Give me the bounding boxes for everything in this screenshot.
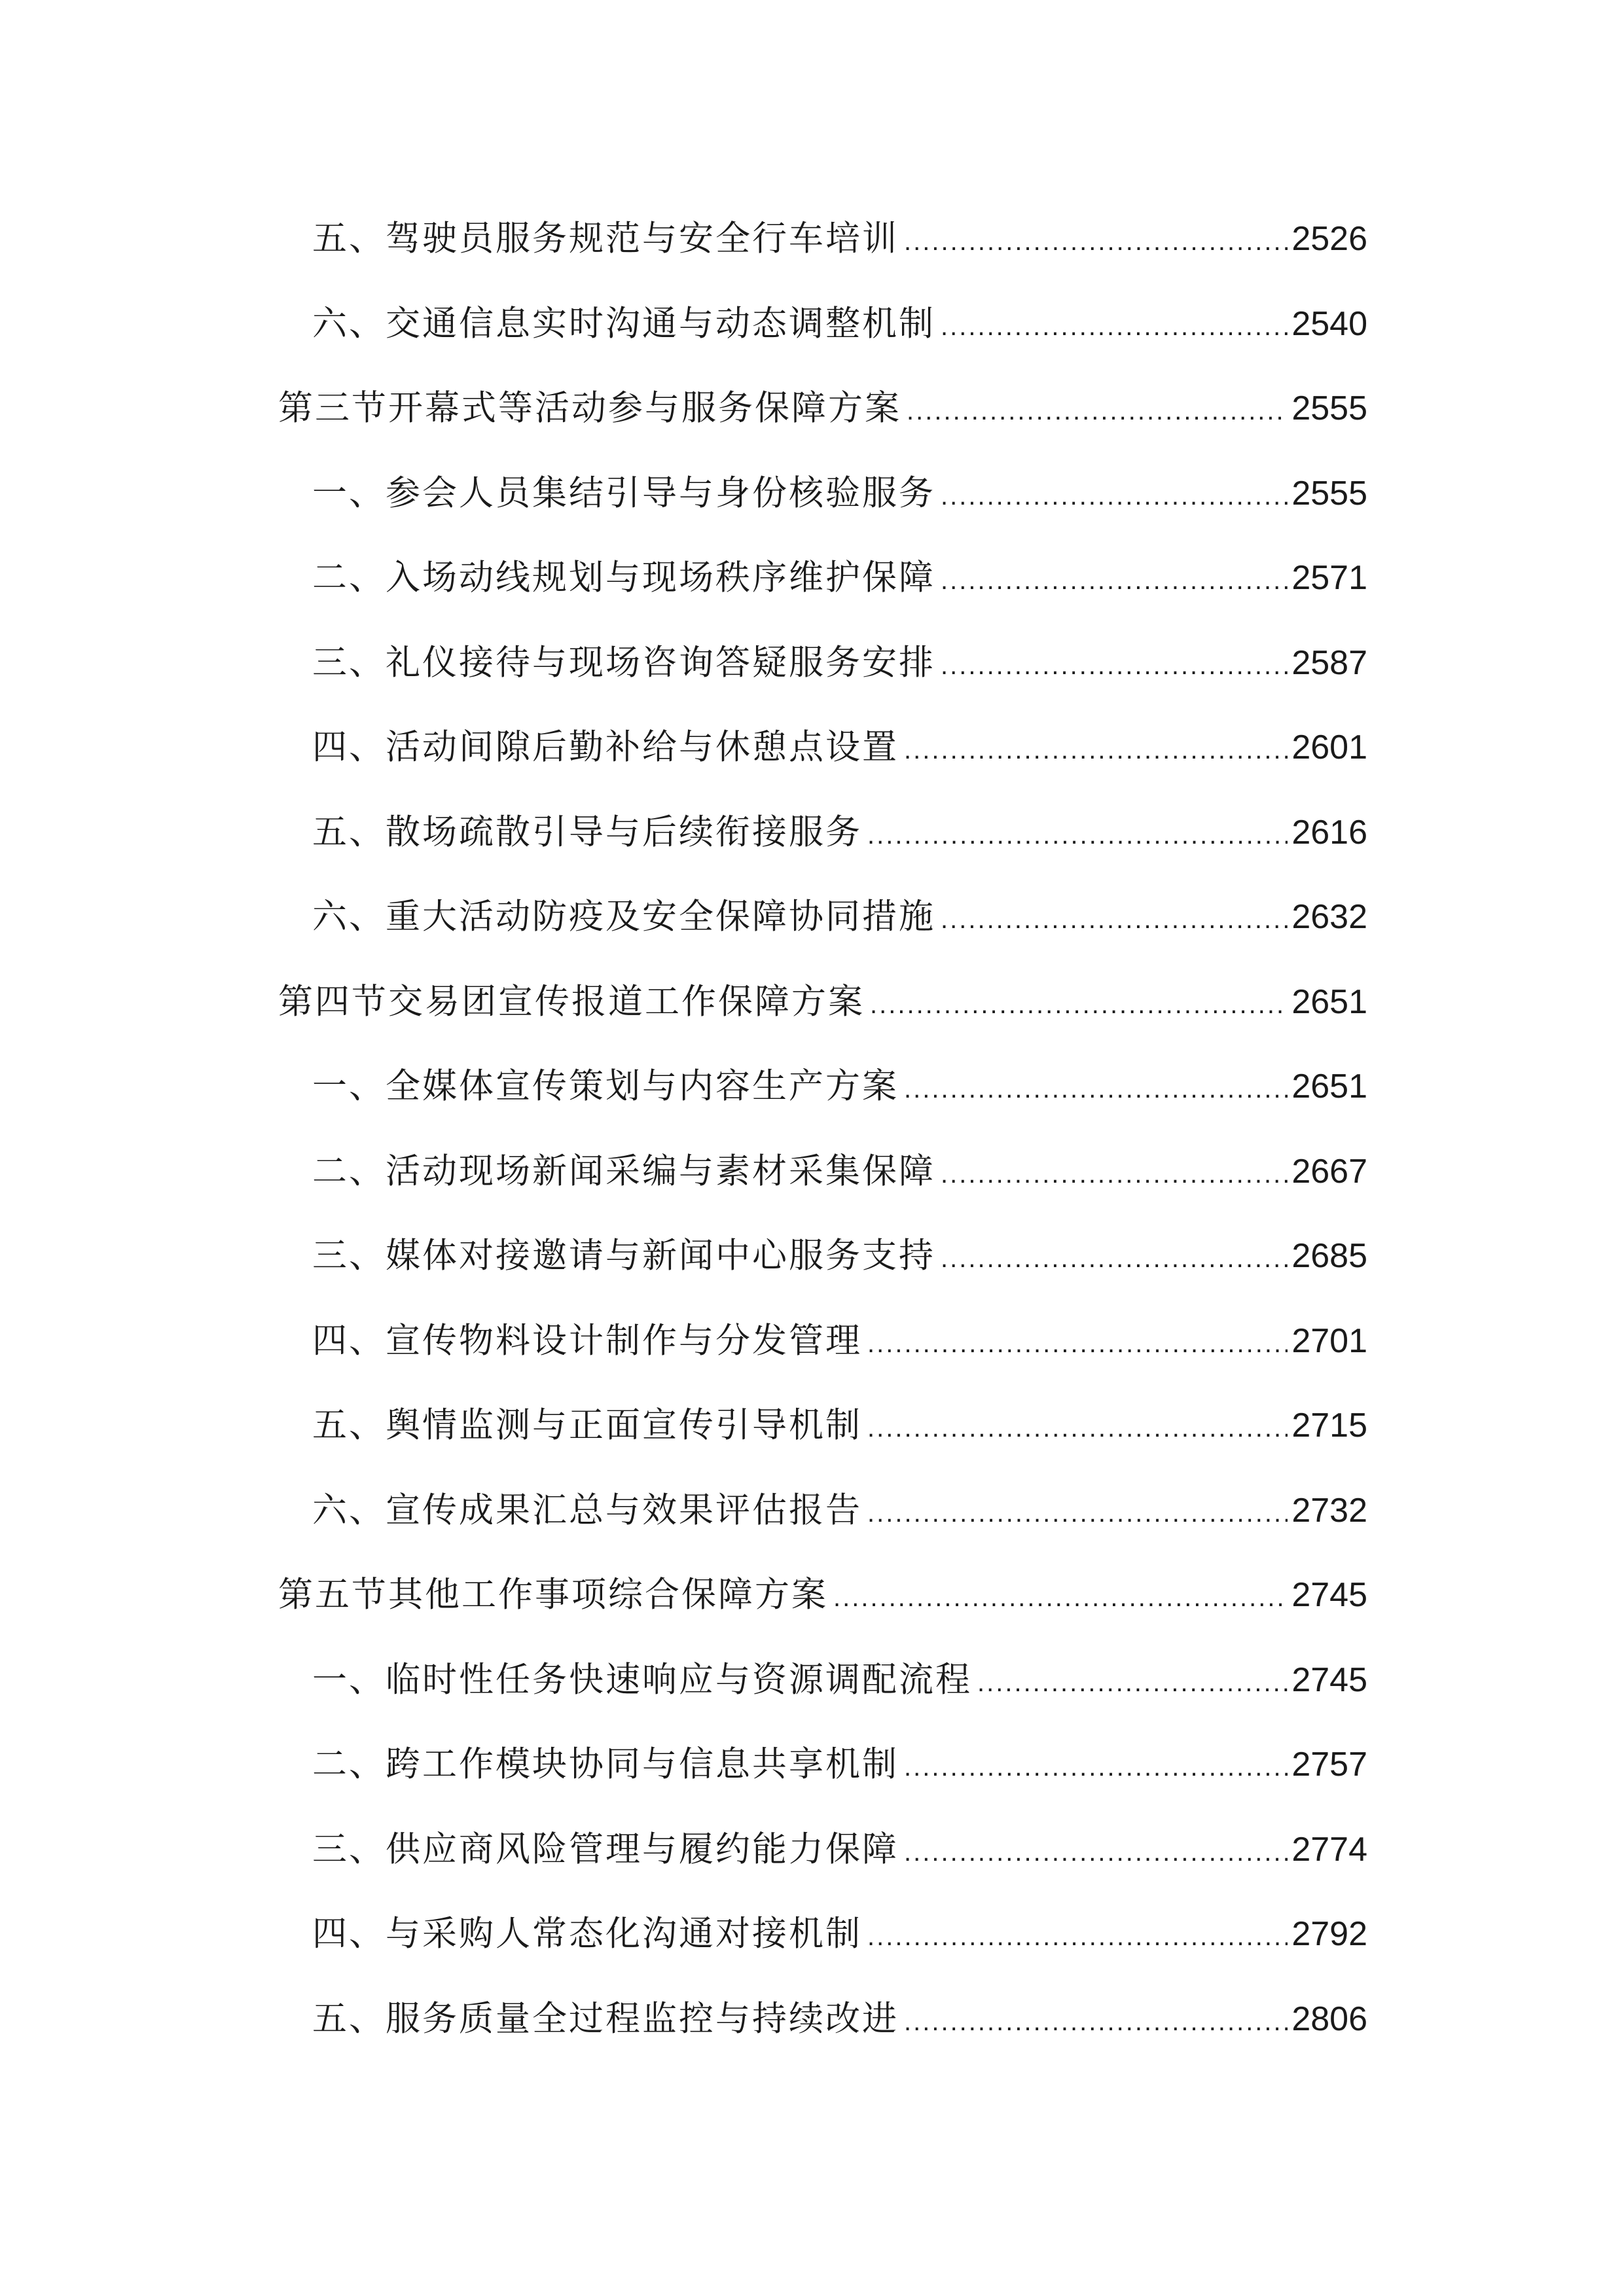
toc-entry-page: 2651 <box>1291 982 1367 1021</box>
toc-entry[interactable] <box>278 1468 1367 1553</box>
table-of-contents <box>278 196 1367 2061</box>
toc-entry[interactable] <box>278 1807 1367 1892</box>
toc-dot-leader <box>977 1641 1288 1726</box>
toc-entry-title: 三、媒体对接邀请与新闻中心服务支持 <box>312 1236 935 1276</box>
toc-dot-leader <box>904 1810 1288 1895</box>
toc-dot-leader <box>904 1047 1288 1132</box>
toc-entry-page: 2587 <box>1291 643 1367 682</box>
toc-entry-title: 四、宣传物料设计制作与分发管理 <box>312 1320 862 1361</box>
toc-entry-page: 2685 <box>1291 1237 1367 1275</box>
toc-entry[interactable] <box>278 620 1367 706</box>
toc-entry[interactable] <box>278 281 1367 367</box>
toc-entry-page: 2792 <box>1291 1915 1367 1953</box>
toc-dot-leader <box>941 624 1288 709</box>
toc-entry-page: 2806 <box>1291 2000 1367 2038</box>
toc-entry-page: 2701 <box>1291 1321 1367 1360</box>
toc-entry-title: 二、入场动线规划与现场秩序维护保障 <box>312 558 935 598</box>
toc-entry-title: 二、活动现场新闻采编与素材采集保障 <box>312 1151 935 1191</box>
toc-entry-title: 五、驾驶员服务规范与安全行车培训 <box>312 219 899 259</box>
toc-entry[interactable] <box>278 1383 1367 1468</box>
toc-entry-page: 2616 <box>1291 813 1367 852</box>
toc-entry-page: 2732 <box>1291 1491 1367 1530</box>
toc-entry-title: 六、宣传成果汇总与效果评估报告 <box>312 1490 862 1530</box>
toc-entry[interactable] <box>278 1044 1367 1129</box>
toc-entry[interactable] <box>278 874 1367 960</box>
toc-dot-leader <box>833 1556 1288 1641</box>
toc-entry[interactable] <box>278 196 1367 281</box>
toc-entry[interactable] <box>278 1722 1367 1807</box>
toc-entry-page: 2715 <box>1291 1407 1367 1444</box>
toc-entry-title: 第四节交易团宣传报道工作保障方案 <box>278 981 865 1022</box>
toc-dot-leader <box>867 1471 1288 1556</box>
toc-dot-leader <box>941 1132 1288 1217</box>
toc-entry-title: 一、参会人员集结引导与身份核验服务 <box>312 473 935 513</box>
toc-dot-leader <box>867 793 1288 878</box>
toc-dot-leader <box>904 1980 1288 2065</box>
toc-entry-page: 2745 <box>1291 1576 1367 1614</box>
toc-entry-title: 五、散场疏散引导与后续衔接服务 <box>312 812 862 852</box>
toc-dot-leader <box>941 285 1288 370</box>
toc-entry-title: 一、临时性任务快速响应与资源调配流程 <box>312 1659 972 1700</box>
toc-entry-page: 2745 <box>1291 1660 1367 1699</box>
toc-entry-page: 2526 <box>1291 220 1367 258</box>
toc-entry[interactable] <box>278 790 1367 875</box>
toc-entry-page: 2632 <box>1291 898 1367 936</box>
toc-section-entry[interactable] <box>278 1552 1367 1638</box>
toc-entry[interactable] <box>278 1977 1367 2062</box>
toc-dot-leader <box>941 1217 1288 1302</box>
toc-entry[interactable] <box>278 1299 1367 1384</box>
toc-entry[interactable] <box>278 1213 1367 1299</box>
toc-entry-title: 二、跨工作模块协同与信息共享机制 <box>312 1744 899 1784</box>
toc-entry-page: 2667 <box>1291 1152 1367 1191</box>
toc-entry-title: 六、交通信息实时沟通与动态调整机制 <box>312 303 935 344</box>
toc-dot-leader <box>941 878 1288 963</box>
toc-entry-page: 2601 <box>1291 728 1367 766</box>
toc-dot-leader <box>904 200 1288 285</box>
toc-entry-page: 2555 <box>1291 474 1367 512</box>
toc-entry[interactable] <box>278 1129 1367 1214</box>
toc-dot-leader <box>870 963 1288 1048</box>
toc-entry[interactable] <box>278 535 1367 620</box>
toc-entry-page: 2555 <box>1291 389 1367 427</box>
toc-entry-page: 2571 <box>1291 559 1367 597</box>
toc-entry-title: 第三节开幕式等活动参与服务保障方案 <box>278 388 901 428</box>
toc-entry-title: 六、重大活动防疫及安全保障协同措施 <box>312 897 935 937</box>
toc-entry-title: 第五节其他工作事项综合保障方案 <box>278 1575 828 1615</box>
toc-dot-leader <box>867 1302 1288 1387</box>
toc-entry[interactable] <box>278 705 1367 790</box>
toc-entry-title: 四、与采购人常态化沟通对接机制 <box>312 1914 862 1954</box>
toc-dot-leader <box>904 708 1288 793</box>
toc-entry[interactable] <box>278 1892 1367 1977</box>
toc-dot-leader <box>941 539 1288 624</box>
toc-entry-title: 三、礼仪接待与现场咨询答疑服务安排 <box>312 642 935 683</box>
toc-entry-page: 2540 <box>1291 304 1367 343</box>
toc-entry-page: 2651 <box>1291 1067 1367 1105</box>
toc-entry-title: 四、活动间隙后勤补给与休憩点设置 <box>312 727 899 767</box>
toc-entry[interactable] <box>278 451 1367 536</box>
toc-section-entry[interactable] <box>278 366 1367 451</box>
toc-entry[interactable] <box>278 1638 1367 1723</box>
toc-entry-title: 三、供应商风险管理与履约能力保障 <box>312 1829 899 1869</box>
toc-dot-leader <box>867 1386 1288 1471</box>
toc-dot-leader <box>941 454 1288 539</box>
toc-entry-page: 2774 <box>1291 1830 1367 1869</box>
toc-entry-page: 2757 <box>1291 1746 1367 1784</box>
toc-dot-leader <box>907 369 1288 454</box>
toc-entry-title: 一、全媒体宣传策划与内容生产方案 <box>312 1066 899 1106</box>
toc-entry-title: 五、舆情监测与正面宣传引导机制 <box>312 1405 862 1445</box>
toc-dot-leader <box>904 1725 1288 1810</box>
toc-section-entry[interactable] <box>278 960 1367 1045</box>
toc-entry-title: 五、服务质量全过程监控与持续改进 <box>312 1998 899 2039</box>
toc-dot-leader <box>867 1895 1288 1980</box>
